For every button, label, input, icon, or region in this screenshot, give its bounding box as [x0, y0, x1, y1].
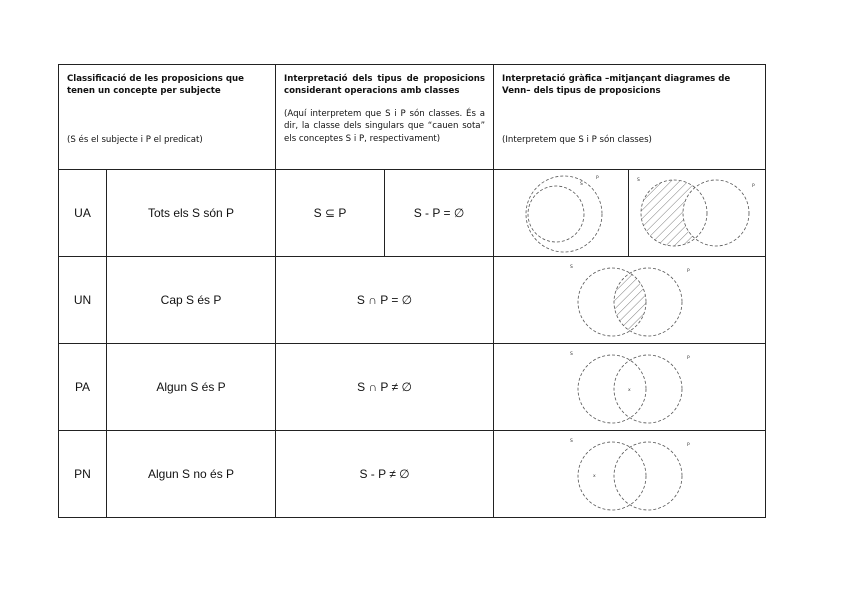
venn-label-s: S: [569, 352, 573, 357]
header-classification-note: (S és el subjecte i P el predicat): [67, 134, 203, 145]
table-row-un: [59, 257, 766, 344]
header-class-operations-title: Interpretació dels tipus de proposicions considerant operacions amb classes: [284, 74, 486, 97]
venn-label-s: S: [637, 178, 640, 183]
row-formula: S ∩ P ≠ ∅: [276, 344, 494, 431]
venn-label-p: P: [752, 184, 755, 189]
venn-circle-p: [614, 355, 682, 423]
table-row-pn: [59, 431, 766, 518]
venn-label-p: P: [686, 443, 690, 448]
venn-label-s: S: [569, 265, 573, 270]
venn-circle-p: [614, 442, 682, 510]
venn-diagram-difference-empty: [629, 170, 766, 257]
venn-diagram-difference-nonempty: [494, 431, 766, 518]
venn-diagram-intersection-empty: [494, 257, 766, 344]
venn-mark-x: x: [627, 388, 631, 393]
row-proposition: Algun S és P: [107, 344, 276, 431]
venn-label-p: P: [686, 356, 690, 361]
propositions-table: [58, 64, 766, 518]
venn-circle-s: [578, 442, 646, 510]
header-class-operations-note: (Aquí interpretem que S i P són classes. És a dir, la classe dels singulars que “cauen sota” els conceptes S i P, respectivament): [284, 108, 486, 144]
venn-circle-s: [528, 186, 584, 242]
header-row: [59, 65, 766, 170]
table-row-pa: [59, 344, 766, 431]
header-venn-note: (Interpretem que S i P són classes): [502, 134, 652, 145]
venn-diagram-intersection-nonempty: [494, 344, 766, 431]
row-code: UA: [59, 170, 107, 257]
row-formula-subset: S ⊆ P: [276, 170, 385, 257]
venn-mark-x: x: [592, 474, 596, 479]
row-proposition: Algun S no és P: [107, 431, 276, 518]
header-classification: [59, 65, 276, 170]
row-formula-difference: S - P = ∅: [385, 170, 494, 257]
row-formula: S - P ≠ ∅: [276, 431, 494, 518]
header-class-operations: [276, 65, 494, 170]
row-proposition: Tots els S són P: [107, 170, 276, 257]
venn-diagram-subset: [494, 170, 629, 257]
venn-circle-s: [578, 355, 646, 423]
row-code: PA: [59, 344, 107, 431]
header-venn-title: Interpretació gràfica –mitjançant diagrames de Venn– dels tipus de proposicions: [502, 74, 731, 97]
row-code: UN: [59, 257, 107, 344]
venn-label-p: P: [686, 269, 690, 274]
table-row-ua: [59, 170, 766, 257]
row-code: PN: [59, 431, 107, 518]
row-proposition: Cap S és P: [107, 257, 276, 344]
header-classification-title: Classificació de les proposicions que tenen un concepte per subjecte: [67, 74, 244, 97]
venn-label-p: P: [596, 176, 599, 181]
venn-label-s: S: [580, 182, 583, 187]
venn-label-s: S: [569, 439, 573, 444]
row-formula: S ∩ P = ∅: [276, 257, 494, 344]
header-venn: [494, 65, 766, 170]
